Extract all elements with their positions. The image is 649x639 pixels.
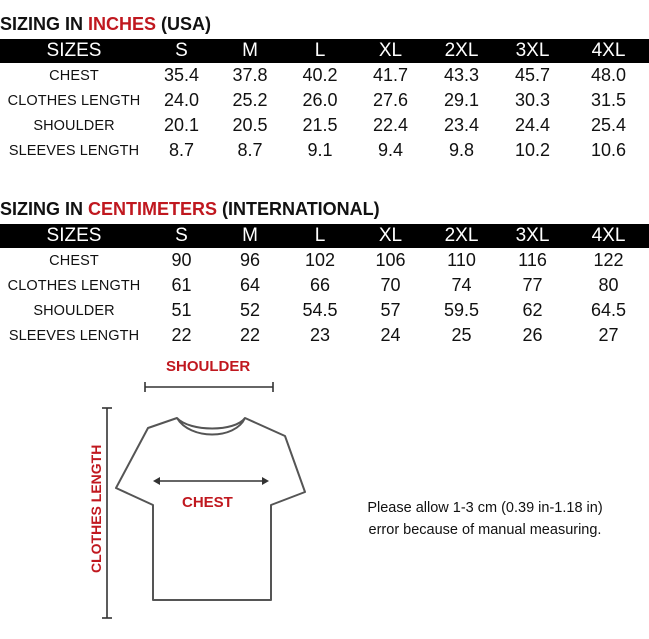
- table-cell: 22.4: [372, 115, 409, 135]
- table-cell: 10.2: [514, 140, 551, 160]
- table-cell: 25: [451, 325, 472, 345]
- table-cell: 62: [522, 300, 543, 320]
- table-cell: 24.0: [163, 90, 200, 110]
- table-cell: 8.7: [168, 140, 195, 160]
- row-label: CHEST: [49, 67, 99, 84]
- row-label: CLOTHES LENGTH: [7, 92, 141, 109]
- header-cell: SIZES: [0, 39, 148, 63]
- table-cell: 23: [309, 325, 331, 345]
- table-cell: 10.6: [590, 140, 627, 160]
- cm-heading-accent: CENTIMETERS: [88, 199, 218, 219]
- table-cell: 25.2: [232, 90, 268, 110]
- shoulder-label: SHOULDER: [166, 358, 251, 375]
- table-cell: 52: [239, 300, 261, 320]
- table-cell: 57: [380, 300, 401, 320]
- header-cell: L: [285, 39, 355, 63]
- row-label: SLEEVES LENGTH: [8, 142, 140, 159]
- cm-heading-suffix: (INTERNATIONAL): [217, 199, 380, 219]
- header-cell: 4XL: [568, 224, 649, 248]
- table-cell: 70: [380, 275, 401, 295]
- chest-label: CHEST: [182, 494, 233, 511]
- table-cell: 48.0: [590, 65, 627, 85]
- table-cell: 29.1: [443, 90, 480, 110]
- table-cell: 61: [171, 275, 192, 295]
- table-cell: 64.5: [590, 300, 627, 320]
- table-cell: 51: [171, 300, 192, 320]
- table-cell: 8.7: [237, 140, 263, 160]
- header-cell: M: [215, 224, 285, 248]
- table-cell: 9.8: [448, 140, 475, 160]
- table-cell: 26: [522, 325, 543, 345]
- table-cell: 59.5: [443, 300, 480, 320]
- table-cell: 24: [380, 325, 401, 345]
- table-cell: 102: [304, 250, 336, 270]
- header-cell: S: [148, 224, 215, 248]
- table-cell: 23.4: [443, 115, 480, 135]
- row-label: CHEST: [49, 252, 99, 269]
- table-cell: 110: [447, 250, 476, 270]
- table-cell: 106: [375, 250, 406, 270]
- header-cell: SIZES: [0, 224, 148, 248]
- table-cell: 25.4: [590, 115, 627, 135]
- table-cell: 20.5: [232, 115, 268, 135]
- table-cell: 24.4: [514, 115, 551, 135]
- table-cell: 26.0: [302, 90, 338, 110]
- table-cell: 66: [309, 275, 331, 295]
- header-cell: XL: [355, 224, 426, 248]
- header-cell: 3XL: [497, 39, 568, 63]
- table-cell: 41.7: [372, 65, 409, 85]
- row-label: SHOULDER: [33, 117, 115, 134]
- row-label: SHOULDER: [33, 302, 115, 319]
- table-cell: 9.1: [307, 140, 333, 160]
- header-cell: M: [215, 39, 285, 63]
- header-cell: 2XL: [426, 39, 497, 63]
- row-label: SLEEVES LENGTH: [8, 327, 140, 344]
- inches-heading-accent: INCHES: [88, 14, 157, 34]
- table-cell: 122: [593, 250, 624, 270]
- header-cell: 4XL: [568, 39, 649, 63]
- clothes-length-label: CLOTHES LENGTH: [88, 444, 104, 573]
- note-line-1: Please allow 1-3 cm (0.39 in-1.18 in): [367, 500, 603, 516]
- table-cell: 74: [451, 275, 472, 295]
- table-cell: 22: [239, 325, 261, 345]
- table-cell: 96: [239, 250, 261, 270]
- table-cell: 20.1: [163, 115, 200, 135]
- header-cell: XL: [355, 39, 426, 63]
- table-cell: 43.3: [443, 65, 480, 85]
- header-cell: 2XL: [426, 224, 497, 248]
- header-cell: S: [148, 39, 215, 63]
- table-cell: 27: [598, 325, 619, 345]
- measurement-note: [325, 497, 645, 541]
- inches-heading-suffix: (USA): [156, 14, 212, 34]
- table-cell: 77: [522, 275, 543, 295]
- header-cell: L: [285, 224, 355, 248]
- table-cell: 30.3: [514, 90, 551, 110]
- table-cell: 27.6: [372, 90, 409, 110]
- table-cell: 9.4: [377, 140, 404, 160]
- table-cell: 90: [171, 250, 192, 270]
- table-cell: 116: [518, 250, 547, 270]
- table-cell: 80: [598, 275, 619, 295]
- header-cell: 3XL: [497, 224, 568, 248]
- inches-heading-prefix: SIZING IN: [0, 14, 89, 34]
- table-cell: 37.8: [232, 65, 268, 85]
- table-cell: 22: [171, 325, 192, 345]
- table-cell: 40.2: [302, 65, 338, 85]
- table-cell: 64: [239, 275, 261, 295]
- table-cell: 35.4: [163, 65, 200, 85]
- table-cell: 54.5: [302, 300, 338, 320]
- row-label: CLOTHES LENGTH: [7, 277, 141, 294]
- table-cell: 45.7: [514, 65, 551, 85]
- shoulder-measure-line: [145, 382, 273, 392]
- note-line-2: error because of manual measuring.: [368, 522, 602, 538]
- table-cell: 31.5: [590, 90, 627, 110]
- table-cell: 21.5: [302, 115, 338, 135]
- cm-heading-prefix: SIZING IN: [0, 199, 89, 219]
